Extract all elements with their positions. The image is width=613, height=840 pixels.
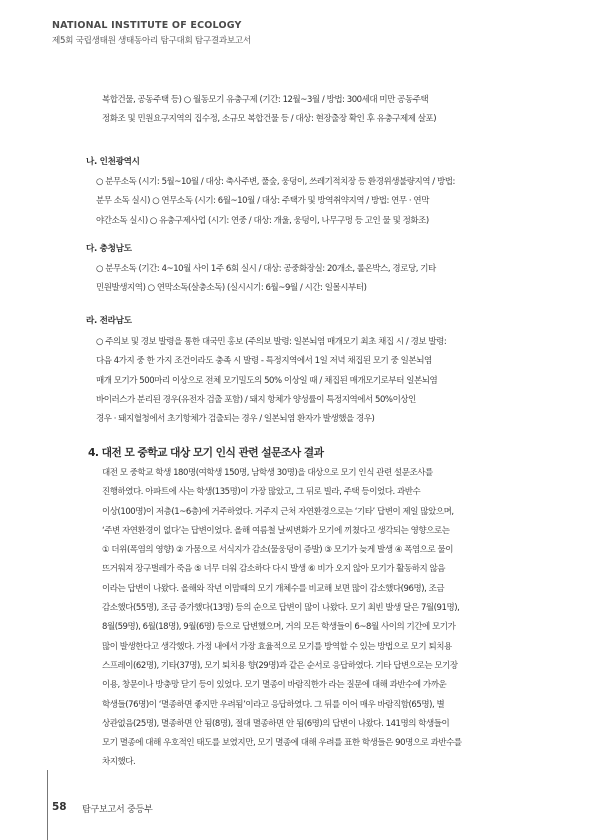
heading-jeonnam: 라. 전라남도 <box>86 316 132 326</box>
footer-label: 탐구보고서 중등부 <box>82 805 153 815</box>
chungnam-paragraph: ○ 분무소독 (기간: 4~10월 사이 1주 6회 실시 / 대상: 공중화장실: 20개소, 롤온박스, 경로당, 기타 민원발생지역) ○ 연막소독(살충소독) (실시시기: 6월~9월 / 시간: 일몰시부터) <box>96 264 436 294</box>
heading-chungnam: 다. 충청남도 <box>86 244 132 254</box>
continuation-paragraph: 복합건물, 공동주택 등) ○ 월동모기 유충구제 (기간: 12월~3월 / 방법: 300세대 미만 공동주택 정화조 및 민원요구지역의 집수정, 소규모 복합건물 등 / 대상: 현장출장 확인 후 유충구제제 살포) <box>102 95 437 125</box>
section-4-paragraph: 대전 모 중학교 학생 180명(여학생 150명, 남학생 30명)을 대상으로 모기 인식 관련 설문조사를 진행하였다. 아파트에 사는 학생(135명)이 가장 많았고, 그 뒤로 빌라, 주택 등이었다. 과반수 이상(100명)이 저층(1~6층)에 거주하였다. 거주지 근처 자연환경으로는 ‘기타’ 답변이 제일 많았으며, ‘주변 자연환경이 없다’는 답변이었다. 올해 여름철 날씨변화가 모기에 끼쳤다고 생각되는 영향으로는 ① 더위(폭염의 영향) ② 가뭄으로 서식지가 감소(물웅덩이 증발) ③ 모기가 늦게 발생 ④ 폭염으로 물이 뜨거워져 장구벌레가 죽음 ⑤ 너무 더워 감소하다 다시 발생 ⑥ 비가 오지 않아 모기가 활동하지 않음 이라는 답변이 나왔다. 올해와 작년 이맘때의 모기 개체수를 비교해 보면 많이 감소했다(96명), 조금 감소했다(55명), 조금 증가했다(13명) 등의 순으로 답변이 많이 나왔다. 모기 최빈 발생 달은 7월(91명), 8월(59명), 6월(18명), 9월(6명) 등으로 답변했으며, 거의 모든 학생들이 6~8월 사이의 기간에 모기가 많이 발생한다고 생각했다. 가정 내에서 가장 효율적으로 모기를 방역할 수 있는 방법으로 모기 퇴치용 스프레이(62명), 기타(37명), 모기 퇴치용 향(29명)과 같은 순서로 응답하였다. 기타 답변으로는 모기장 이용, 창문이나 방충망 닫기 등이 있었다. 모기 멸종이 바람직한가 라는 질문에 대해 과반수에 가까운 학생들(76명)이 ‘멸종하면 좋지만 우려됨’이라고 응답하였다. 그 뒤를 이어 매우 바람직함(65명), 별 상관없음(25명), 멸종하면 안 됨(8명), 절대 멸종하면 안 됨(6명)의 답변이 나왔다. 141명의 학생들이 모기 멸종에 대해 우호적인 태도를 보였지만, 모기 멸종에 대해 우려를 표한 학생들은 90명으로 과반수를 차지했다. <box>102 468 462 768</box>
footer-divider <box>47 770 48 840</box>
header-institute-name: NATIONAL INSTITUTE OF ECOLOGY <box>52 20 242 31</box>
heading-incheon: 나. 인천광역시 <box>86 157 140 167</box>
page-number: 58 <box>52 801 67 813</box>
header-report-title: 제5회 국립생태원 생태동아리 탐구대회 탐구결과보고서 <box>52 36 251 46</box>
jeonnam-paragraph: ○ 주의보 및 경보 발령을 통한 대국민 홍보 (주의보 발령: 일본뇌염 매개모기 최초 채집 시 / 경보 발령: 다음 4가지 중 한 가지 조건이라도 충족 시 발령 - 특정지역에서 1일 저녁 채집된 모기 중 일본뇌염 매개 모기가 500마리 이상으로 전체 모기밀도의 50% 이상일 때 / 채집된 매개모기로부터 일본뇌염 바이러스가 분리된 경우(유전자 검출 포함) / 돼지 항체가 양성률이 특정지역에서 50%이상인 경우 · 돼지혈청에서 초기항체가 검출되는 경우 / 일본뇌염 환자가 발생했을 경우) <box>96 337 447 425</box>
incheon-paragraph: ○ 분무소독 (시기: 5월~10월 / 대상: 축사주변, 풀숲, 웅덩이, 쓰레기적치장 등 환경위생불량지역 / 방법: 분무 소독 실시) ○ 연무소독 (시기: 6월~10월 / 대상: 주택가 및 방역취약지역 / 방법: 연무 · 연막 야간소독 실시) ○ 유충구제사업 (시기: 연중 / 대상: 개울, 웅덩이, 나무구멍 등 고인 물 및 정화조) <box>96 177 455 226</box>
section-4-heading: 4. 대전 모 중학교 대상 모기 인식 관련 설문조사 결과 <box>88 446 324 459</box>
